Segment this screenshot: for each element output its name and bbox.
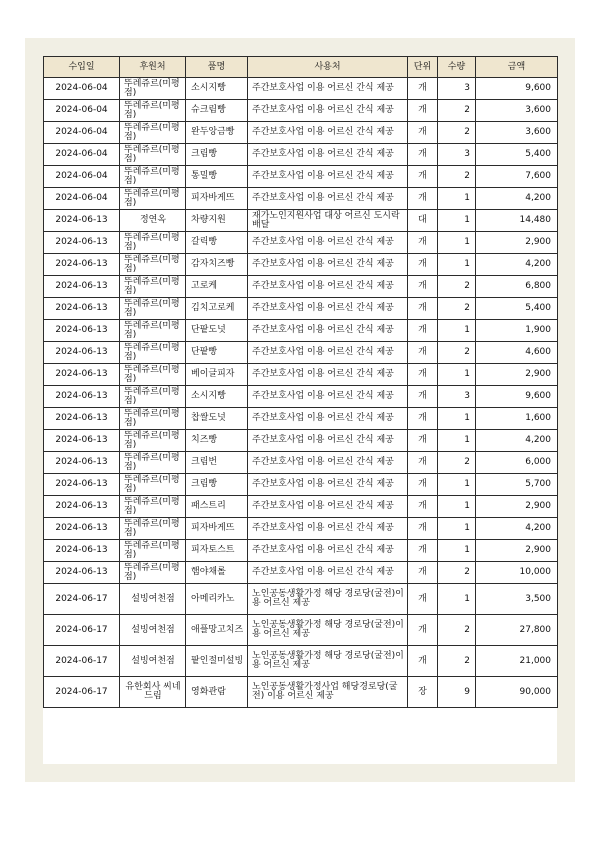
date-cell: 2024-06-13 [44, 474, 120, 496]
table-row [44, 496, 558, 518]
item-cell: 치즈빵 [186, 430, 248, 452]
item-cell: 소시지빵 [186, 386, 248, 408]
donor-cell: 뚜레쥬르(미평점) [120, 386, 186, 408]
amount-cell: 4,200 [476, 518, 558, 540]
usage-cell: 주간보호사업 이용 어르신 간식 제공 [248, 100, 408, 122]
amount-cell: 2,900 [476, 496, 558, 518]
donor-cell: 뚜레쥬르(미평점) [120, 496, 186, 518]
donor-cell: 뚜레쥬르(미평점) [120, 188, 186, 210]
donor-cell: 설빙여천점 [120, 584, 186, 615]
quantity-cell: 2 [438, 452, 476, 474]
amount-cell: 6,800 [476, 276, 558, 298]
donor-cell: 뚜레쥬르(미평점) [120, 122, 186, 144]
usage-cell: 주간보호사업 이용 어르신 간식 제공 [248, 276, 408, 298]
unit-cell: 개 [408, 518, 438, 540]
unit-cell: 개 [408, 496, 438, 518]
item-cell: 팥인절미설빙 [186, 646, 248, 677]
date-cell: 2024-06-13 [44, 298, 120, 320]
date-cell: 2024-06-13 [44, 430, 120, 452]
donor-cell: 유한회사 씨네드림 [120, 677, 186, 708]
donor-cell: 뚜레쥬르(미평점) [120, 408, 186, 430]
quantity-cell: 2 [438, 615, 476, 646]
unit-cell: 개 [408, 584, 438, 615]
header-item: 품명 [186, 57, 248, 78]
usage-cell: 노인공동생활가정 해당 경로당(굴전)이용 어르신 제공 [248, 646, 408, 677]
quantity-cell: 1 [438, 232, 476, 254]
table-row [44, 320, 558, 342]
date-cell: 2024-06-13 [44, 496, 120, 518]
amount-cell: 4,200 [476, 254, 558, 276]
quantity-cell: 2 [438, 166, 476, 188]
usage-cell: 주간보호사업 이용 어르신 간식 제공 [248, 562, 408, 584]
unit-cell: 개 [408, 615, 438, 646]
unit-cell: 개 [408, 122, 438, 144]
date-cell: 2024-06-04 [44, 144, 120, 166]
quantity-cell: 3 [438, 386, 476, 408]
table-row [44, 364, 558, 386]
amount-cell: 7,600 [476, 166, 558, 188]
item-cell: 애플망고치즈 [186, 615, 248, 646]
unit-cell: 개 [408, 100, 438, 122]
donor-cell: 뚜레쥬르(미평점) [120, 430, 186, 452]
unit-cell: 개 [408, 386, 438, 408]
unit-cell: 개 [408, 452, 438, 474]
unit-cell: 개 [408, 430, 438, 452]
quantity-cell: 9 [438, 677, 476, 708]
date-cell: 2024-06-04 [44, 78, 120, 100]
item-cell: 감자치즈빵 [186, 254, 248, 276]
usage-cell: 노인공동생활가정 해당 경로당(굴전)이용 어르신 제공 [248, 615, 408, 646]
date-cell: 2024-06-13 [44, 342, 120, 364]
quantity-cell: 1 [438, 540, 476, 562]
donor-cell: 뚜레쥬르(미평점) [120, 254, 186, 276]
amount-cell: 2,900 [476, 232, 558, 254]
unit-cell: 개 [408, 562, 438, 584]
table-row [44, 122, 558, 144]
item-cell: 김치고로케 [186, 298, 248, 320]
unit-cell: 개 [408, 232, 438, 254]
quantity-cell: 1 [438, 254, 476, 276]
item-cell: 크림빵 [186, 474, 248, 496]
table-row [44, 408, 558, 430]
date-cell: 2024-06-13 [44, 386, 120, 408]
amount-cell: 3,600 [476, 100, 558, 122]
usage-cell: 노인공동생활가정 해당 경로당(굴전)이용 어르신 제공 [248, 584, 408, 615]
table-row [44, 232, 558, 254]
table-row [44, 276, 558, 298]
date-cell: 2024-06-13 [44, 232, 120, 254]
date-cell: 2024-06-13 [44, 320, 120, 342]
amount-cell: 90,000 [476, 677, 558, 708]
amount-cell: 9,600 [476, 386, 558, 408]
quantity-cell: 2 [438, 122, 476, 144]
donor-cell: 뚜레쥬르(미평점) [120, 320, 186, 342]
quantity-cell: 1 [438, 210, 476, 232]
quantity-cell: 3 [438, 144, 476, 166]
table-row [44, 540, 558, 562]
table-row [44, 298, 558, 320]
quantity-cell: 2 [438, 646, 476, 677]
page-frame [25, 38, 575, 782]
usage-cell: 주간보호사업 이용 어르신 간식 제공 [248, 298, 408, 320]
item-cell: 패스트리 [186, 496, 248, 518]
amount-cell: 6,000 [476, 452, 558, 474]
unit-cell: 개 [408, 408, 438, 430]
amount-cell: 4,600 [476, 342, 558, 364]
unit-cell: 개 [408, 144, 438, 166]
donor-cell: 뚜레쥬르(미평점) [120, 540, 186, 562]
amount-cell: 27,800 [476, 615, 558, 646]
usage-cell: 주간보호사업 이용 어르신 간식 제공 [248, 78, 408, 100]
quantity-cell: 1 [438, 474, 476, 496]
item-cell: 차량지원 [186, 210, 248, 232]
usage-cell: 주간보호사업 이용 어르신 간식 제공 [248, 364, 408, 386]
table-row [44, 254, 558, 276]
donor-cell: 뚜레쥬르(미평점) [120, 166, 186, 188]
donor-cell: 뚜레쥬르(미평점) [120, 298, 186, 320]
date-cell: 2024-06-13 [44, 452, 120, 474]
table-row [44, 188, 558, 210]
date-cell: 2024-06-17 [44, 584, 120, 615]
donor-cell: 설빙여천점 [120, 646, 186, 677]
table-row [44, 342, 558, 364]
table-row [44, 430, 558, 452]
amount-cell: 5,700 [476, 474, 558, 496]
usage-cell: 노인공동생활가정사업 해당경로당(굴전) 이용 어르신 제공 [248, 677, 408, 708]
date-cell: 2024-06-13 [44, 276, 120, 298]
usage-cell: 재가노인지원사업 대상 어르신 도시락 배달 [248, 210, 408, 232]
item-cell: 피자바게뜨 [186, 188, 248, 210]
usage-cell: 주간보호사업 이용 어르신 간식 제공 [248, 188, 408, 210]
table-row [44, 386, 558, 408]
item-cell: 영화관람 [186, 677, 248, 708]
table-row [44, 78, 558, 100]
usage-cell: 주간보호사업 이용 어르신 간식 제공 [248, 342, 408, 364]
item-cell: 아메리카노 [186, 584, 248, 615]
table-row [44, 677, 558, 708]
header-donor: 후원처 [120, 57, 186, 78]
item-cell: 갈릭빵 [186, 232, 248, 254]
table-row [44, 100, 558, 122]
header-usage: 사용처 [248, 57, 408, 78]
date-cell: 2024-06-13 [44, 540, 120, 562]
date-cell: 2024-06-17 [44, 615, 120, 646]
item-cell: 슈크림빵 [186, 100, 248, 122]
date-cell: 2024-06-17 [44, 677, 120, 708]
usage-cell: 주간보호사업 이용 어르신 간식 제공 [248, 496, 408, 518]
unit-cell: 개 [408, 320, 438, 342]
donor-cell: 뚜레쥬르(미평점) [120, 276, 186, 298]
unit-cell: 개 [408, 254, 438, 276]
donor-cell: 뚜레쥬르(미평점) [120, 518, 186, 540]
table-row [44, 166, 558, 188]
header-date: 수입일 [44, 57, 120, 78]
quantity-cell: 1 [438, 584, 476, 615]
quantity-cell: 2 [438, 276, 476, 298]
usage-cell: 주간보호사업 이용 어르신 간식 제공 [248, 452, 408, 474]
unit-cell: 개 [408, 78, 438, 100]
donor-cell: 설빙여천점 [120, 615, 186, 646]
date-cell: 2024-06-13 [44, 518, 120, 540]
table-row [44, 615, 558, 646]
amount-cell: 3,600 [476, 122, 558, 144]
date-cell: 2024-06-13 [44, 210, 120, 232]
item-cell: 통밀빵 [186, 166, 248, 188]
quantity-cell: 1 [438, 496, 476, 518]
amount-cell: 2,900 [476, 540, 558, 562]
item-cell: 햄야채롤 [186, 562, 248, 584]
header-amount: 금액 [476, 57, 558, 78]
donor-cell: 뚜레쥬르(미평점) [120, 474, 186, 496]
table-row [44, 210, 558, 232]
amount-cell: 9,600 [476, 78, 558, 100]
quantity-cell: 1 [438, 364, 476, 386]
item-cell: 베이글피자 [186, 364, 248, 386]
donor-cell: 뚜레쥬르(미평점) [120, 100, 186, 122]
amount-cell: 3,500 [476, 584, 558, 615]
donor-cell: 뚜레쥬르(미평점) [120, 342, 186, 364]
table-body [44, 78, 558, 708]
item-cell: 단팥도넛 [186, 320, 248, 342]
unit-cell: 개 [408, 276, 438, 298]
date-cell: 2024-06-17 [44, 646, 120, 677]
quantity-cell: 2 [438, 342, 476, 364]
unit-cell: 개 [408, 540, 438, 562]
quantity-cell: 1 [438, 518, 476, 540]
item-cell: 소시지빵 [186, 78, 248, 100]
unit-cell: 개 [408, 188, 438, 210]
table-row [44, 518, 558, 540]
header-quantity: 수량 [438, 57, 476, 78]
date-cell: 2024-06-13 [44, 254, 120, 276]
quantity-cell: 2 [438, 562, 476, 584]
usage-cell: 주간보호사업 이용 어르신 간식 제공 [248, 474, 408, 496]
table-row [44, 584, 558, 615]
amount-cell: 2,900 [476, 364, 558, 386]
date-cell: 2024-06-13 [44, 562, 120, 584]
date-cell: 2024-06-04 [44, 122, 120, 144]
quantity-cell: 2 [438, 298, 476, 320]
usage-cell: 주간보호사업 이용 어르신 간식 제공 [248, 540, 408, 562]
quantity-cell: 1 [438, 188, 476, 210]
unit-cell: 개 [408, 298, 438, 320]
amount-cell: 1,600 [476, 408, 558, 430]
date-cell: 2024-06-13 [44, 408, 120, 430]
donor-cell: 뚜레쥬르(미평점) [120, 562, 186, 584]
amount-cell: 4,200 [476, 188, 558, 210]
usage-cell: 주간보호사업 이용 어르신 간식 제공 [248, 430, 408, 452]
usage-cell: 주간보호사업 이용 어르신 간식 제공 [248, 320, 408, 342]
table-row [44, 474, 558, 496]
usage-cell: 주간보호사업 이용 어르신 간식 제공 [248, 232, 408, 254]
item-cell: 완두앙금빵 [186, 122, 248, 144]
amount-cell: 5,400 [476, 144, 558, 166]
donor-cell: 뚜레쥬르(미평점) [120, 452, 186, 474]
quantity-cell: 1 [438, 320, 476, 342]
unit-cell: 개 [408, 646, 438, 677]
table-row [44, 562, 558, 584]
amount-cell: 14,480 [476, 210, 558, 232]
item-cell: 피자토스트 [186, 540, 248, 562]
usage-cell: 주간보호사업 이용 어르신 간식 제공 [248, 408, 408, 430]
item-cell: 고로케 [186, 276, 248, 298]
usage-cell: 주간보호사업 이용 어르신 간식 제공 [248, 122, 408, 144]
unit-cell: 개 [408, 166, 438, 188]
table-row [44, 144, 558, 166]
document-area [43, 56, 557, 764]
donor-cell: 뚜레쥬르(미평점) [120, 78, 186, 100]
item-cell: 피자바게뜨 [186, 518, 248, 540]
item-cell: 크림빵 [186, 144, 248, 166]
table-row [44, 646, 558, 677]
usage-cell: 주간보호사업 이용 어르신 간식 제공 [248, 518, 408, 540]
date-cell: 2024-06-04 [44, 100, 120, 122]
amount-cell: 21,000 [476, 646, 558, 677]
quantity-cell: 1 [438, 408, 476, 430]
unit-cell: 개 [408, 342, 438, 364]
usage-cell: 주간보호사업 이용 어르신 간식 제공 [248, 166, 408, 188]
unit-cell: 개 [408, 474, 438, 496]
donor-cell: 뚜레쥬르(미평점) [120, 144, 186, 166]
quantity-cell: 3 [438, 78, 476, 100]
amount-cell: 1,900 [476, 320, 558, 342]
item-cell: 크림번 [186, 452, 248, 474]
unit-cell: 장 [408, 677, 438, 708]
usage-cell: 주간보호사업 이용 어르신 간식 제공 [248, 386, 408, 408]
table-row [44, 452, 558, 474]
usage-cell: 주간보호사업 이용 어르신 간식 제공 [248, 144, 408, 166]
item-cell: 찹쌀도넛 [186, 408, 248, 430]
item-cell: 단팥빵 [186, 342, 248, 364]
donor-cell: 뚜레쥬르(미평점) [120, 232, 186, 254]
amount-cell: 10,000 [476, 562, 558, 584]
unit-cell: 개 [408, 364, 438, 386]
date-cell: 2024-06-13 [44, 364, 120, 386]
donation-table [43, 56, 558, 708]
header-unit: 단위 [408, 57, 438, 78]
usage-cell: 주간보호사업 이용 어르신 간식 제공 [248, 254, 408, 276]
donor-cell: 뚜레쥬르(미평점) [120, 364, 186, 386]
date-cell: 2024-06-04 [44, 166, 120, 188]
donor-cell: 정연옥 [120, 210, 186, 232]
unit-cell: 대 [408, 210, 438, 232]
table-header-row [44, 57, 558, 78]
date-cell: 2024-06-04 [44, 188, 120, 210]
quantity-cell: 1 [438, 430, 476, 452]
quantity-cell: 2 [438, 100, 476, 122]
amount-cell: 5,400 [476, 298, 558, 320]
amount-cell: 4,200 [476, 430, 558, 452]
